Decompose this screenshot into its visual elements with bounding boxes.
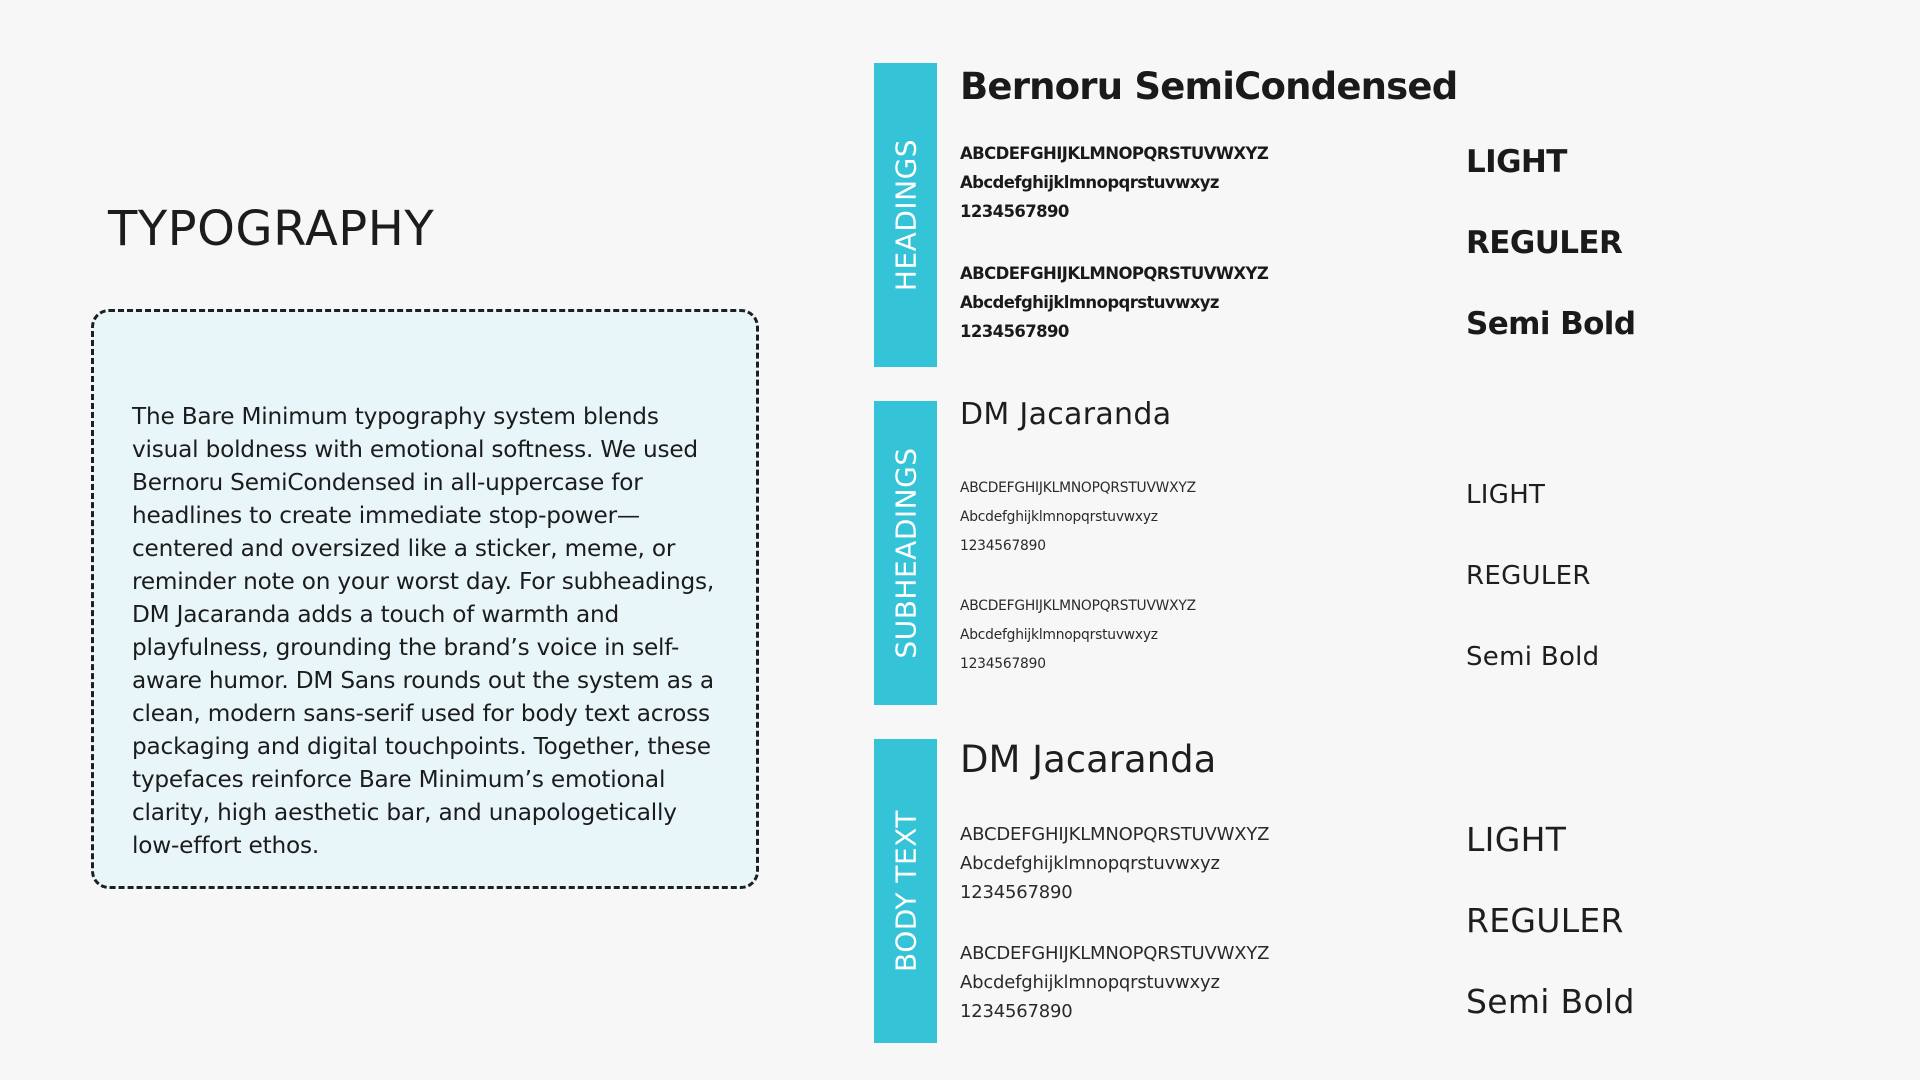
headings-sample-numbers: 1234567890: [960, 322, 1069, 341]
body-text-band: [874, 739, 937, 1043]
subheadings-weight-regular: REGULER: [1466, 561, 1591, 591]
body-text-sample-uppercase: ABCDEFGHIJKLMNOPQRSTUVWXYZ: [960, 824, 1270, 845]
headings-band: [874, 63, 937, 367]
subheadings-weight-semibold: Semi Bold: [1466, 642, 1600, 672]
body-text-weight-regular: REGULER: [1466, 901, 1624, 940]
description-box: [91, 309, 759, 889]
subheadings-sample-numbers: 1234567890: [960, 538, 1046, 554]
body-text-weight-light: LIGHT: [1466, 820, 1567, 859]
body-text-sample-numbers: 1234567890: [960, 882, 1073, 903]
body-text-band-label: BODY TEXT: [889, 810, 922, 972]
headings-band-label: HEADINGS: [889, 138, 922, 292]
description-text: The Bare Minimum typography system blends visual boldness with emotional softness. We used Bernoru SemiCondensed in all-uppercase for headlines to create immediate stop-power—centered and oversized like a sticker, meme, or reminder note on your worst day. For subheadings, DM Jacaranda adds a touch of warmth and playfulness, grounding the brand’s voice in self-aware humor. DM Sans rounds out the system as a clean, modern sans-serif used for body text across packaging and digital touchpoints. Together, these typefaces reinforce Bare Minimum’s emotional clarity, high aesthetic bar, and unapologetically low-effort ethos.: [132, 403, 715, 859]
headings-weight-regular: REGULER: [1466, 225, 1623, 261]
subheadings-sample-numbers: 1234567890: [960, 656, 1046, 672]
body-text-sample-uppercase: ABCDEFGHIJKLMNOPQRSTUVWXYZ: [960, 943, 1270, 964]
subheadings-font-name: DM Jacaranda: [960, 397, 1172, 432]
body-text-sample-numbers: 1234567890: [960, 1001, 1073, 1022]
body-text-weight-semibold: Semi Bold: [1466, 982, 1635, 1021]
subheadings-sample-uppercase: ABCDEFGHIJKLMNOPQRSTUVWXYZ: [960, 598, 1196, 614]
headings-weight-semibold: Semi Bold: [1466, 306, 1636, 342]
subheadings-sample-lowercase: Abcdefghijklmnopqrstuvwxyz: [960, 627, 1158, 643]
headings-sample-lowercase: Abcdefghijklmnopqrstuvwxyz: [960, 173, 1219, 192]
headings-sample-uppercase: ABCDEFGHIJKLMNOPQRSTUVWXYZ: [960, 264, 1269, 283]
headings-sample-lowercase: Abcdefghijklmnopqrstuvwxyz: [960, 293, 1219, 312]
subheadings-sample-uppercase: ABCDEFGHIJKLMNOPQRSTUVWXYZ: [960, 480, 1196, 496]
subheadings-sample-lowercase: Abcdefghijklmnopqrstuvwxyz: [960, 509, 1158, 525]
body-text-font-name: DM Jacaranda: [960, 738, 1217, 781]
headings-font-name: Bernoru SemiCondensed: [960, 65, 1458, 108]
subheadings-band: [874, 401, 937, 705]
headings-sample-numbers: 1234567890: [960, 202, 1069, 221]
headings-sample-uppercase: ABCDEFGHIJKLMNOPQRSTUVWXYZ: [960, 144, 1269, 163]
subheadings-weight-light: LIGHT: [1466, 480, 1546, 510]
body-text-sample-lowercase: Abcdefghijklmnopqrstuvwxyz: [960, 972, 1220, 993]
page-title: TYPOGRAPHY: [108, 201, 435, 257]
headings-weight-light: LIGHT: [1466, 144, 1567, 180]
body-text-sample-lowercase: Abcdefghijklmnopqrstuvwxyz: [960, 853, 1220, 874]
subheadings-band-label: SUBHEADINGS: [889, 447, 922, 659]
